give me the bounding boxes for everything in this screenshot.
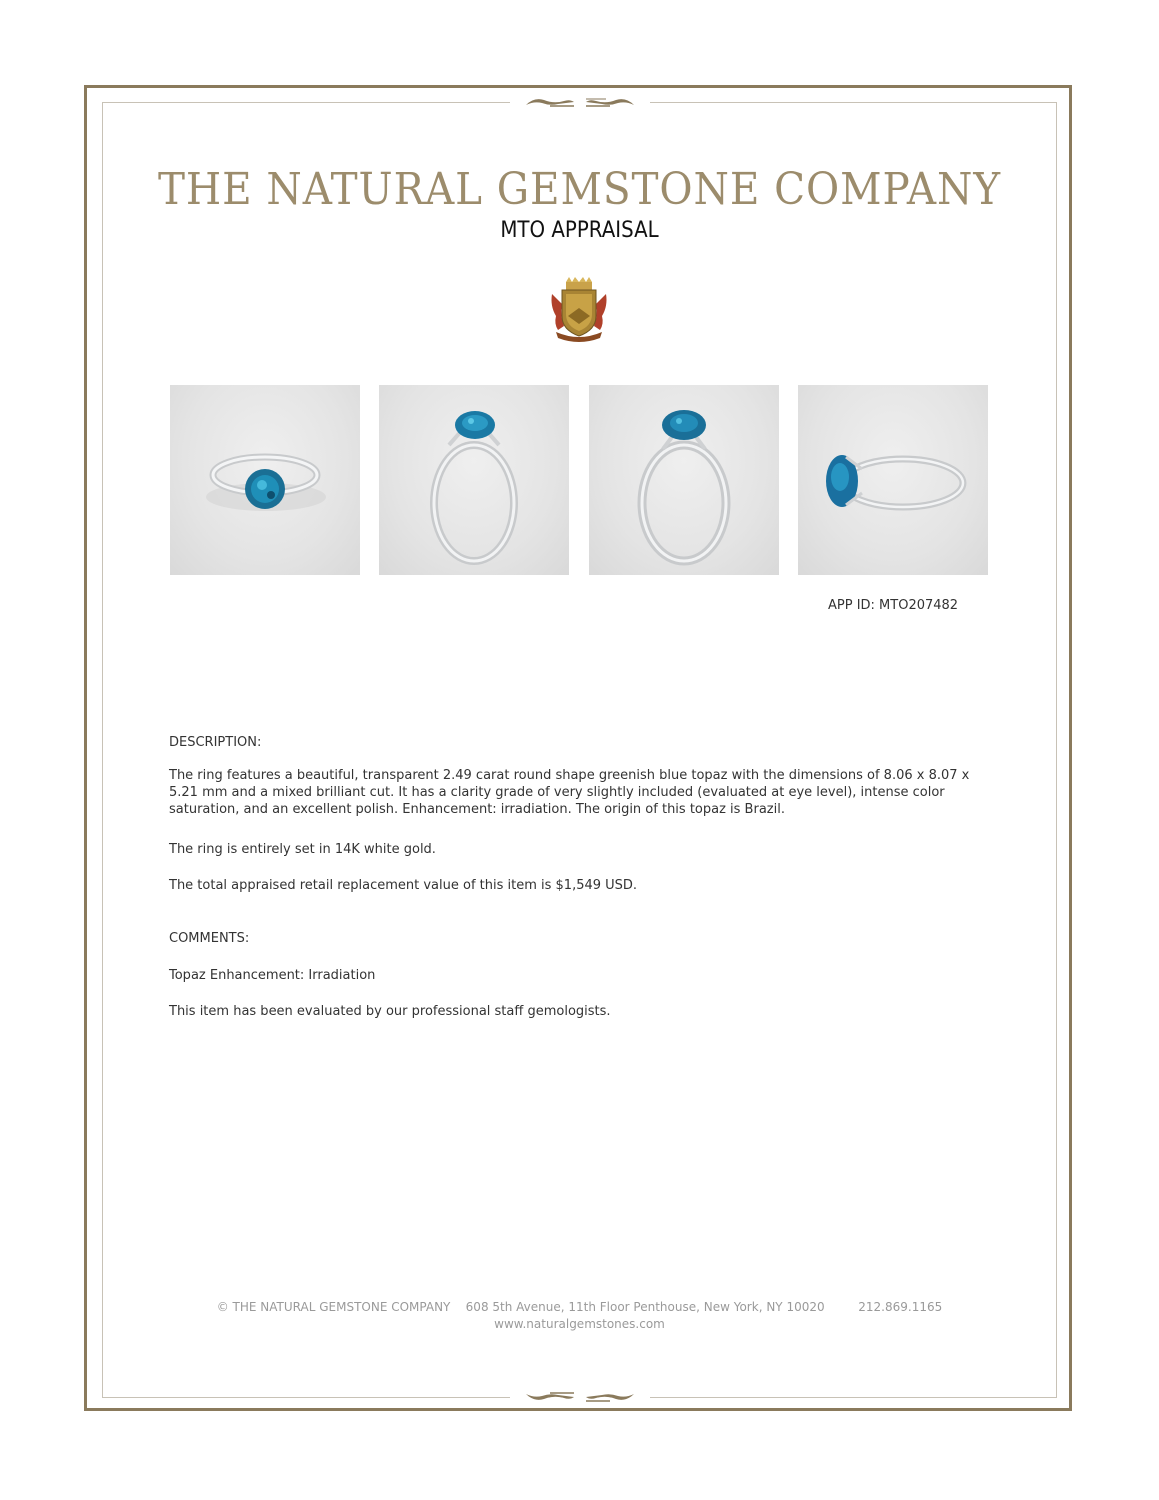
document-subtitle: MTO APPRAISAL [500,218,659,243]
ring-photo-gallery [170,385,990,575]
appraisal-id: APP ID: MTO207482 [828,598,959,613]
comments-heading: COMMENTS: [169,931,250,946]
footer-contact-line [0,1300,1159,1314]
ring-photo-profile-view[interactable] [798,385,988,575]
description-paragraph-gem: The ring features a beautiful, transparent 2.49 carat round shape greenish blue topaz with the dimensions of 8.06 x 8.07 x 5.21 mm and a mixed brilliant cut. It has a clarity grade of very slightly included (evaluated at eye level), intense color saturation, and an excellent polish. Enhancement: irradiation. The origin of this topaz is Brazil. [169,768,970,817]
comment-evaluation: This item has been evaluated by our professional staff gemologists. [169,1004,611,1019]
ring-photo-top-view[interactable] [170,385,360,575]
footer-phone: 212.869.1165 [858,1300,943,1314]
footer-address: 608 5th Avenue, 11th Floor Penthouse, New York, NY 10020 [465,1300,825,1314]
footer-copyright: © THE NATURAL GEMSTONE COMPANY [216,1300,451,1314]
ring-photo-angled-view[interactable] [379,385,569,575]
heraldic-crest-logo-icon [548,276,610,342]
top-flourish-ornament-icon [510,91,650,113]
footer-website[interactable]: www.naturalgemstones.com [494,1317,665,1331]
company-title: THE NATURAL GEMSTONE COMPANY [157,164,1002,215]
ring-photo-front-view[interactable] [589,385,779,575]
description-heading: DESCRIPTION: [169,735,262,750]
description-paragraph-value: The total appraised retail replacement value of this item is $1,549 USD. [169,878,638,893]
description-paragraph-metal: The ring is entirely set in 14K white gold. [169,842,436,857]
bottom-flourish-ornament-icon [510,1386,650,1408]
comment-enhancement: Topaz Enhancement: Irradiation [169,968,376,983]
